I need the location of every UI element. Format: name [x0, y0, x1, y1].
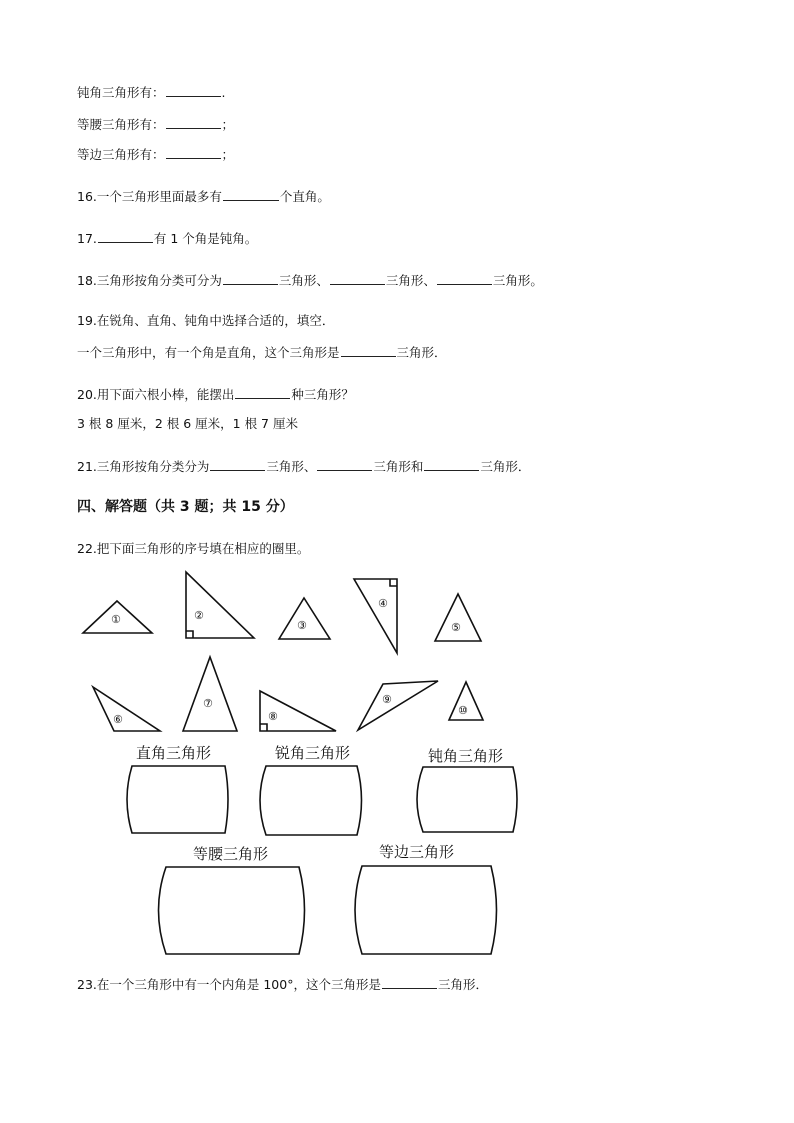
triangle-8 [260, 691, 336, 731]
question-22: 22.把下面三角形的序号填在相应的圈里。 [77, 541, 310, 556]
box-right-triangle[interactable] [127, 744, 228, 833]
triangle-8-label: ⑧ [268, 710, 278, 723]
answer-line-isosceles: 等腰三角形有： ； [77, 117, 235, 132]
triangle-10 [449, 682, 483, 720]
box-isosceles-triangle-label: 等腰三角形 [193, 845, 269, 863]
triangle-9-label: ⑨ [382, 693, 392, 706]
triangle-4-label: ④ [378, 597, 388, 610]
triangle-6 [93, 687, 160, 731]
box-isosceles-triangle[interactable] [159, 845, 305, 954]
question-18: 18.三角形按角分类可分为 三角形、 三角形、 三角形。 [77, 273, 543, 288]
triangle-7-label: ⑦ [203, 697, 213, 710]
triangle-5-label: ⑤ [451, 621, 461, 634]
question-20-sticks: 3 根 8 厘米，2 根 6 厘米，1 根 7 厘米 [77, 416, 298, 431]
box-equilateral-triangle[interactable] [355, 843, 497, 954]
answer-blank[interactable] [424, 458, 479, 471]
question-23: 23.在一个三角形中有一个内角是 100°，这个三角形是 三角形． [77, 977, 488, 992]
triangle-classification-figure [70, 565, 550, 960]
box-acute-triangle-label: 锐角三角形 [275, 744, 351, 762]
box-acute-triangle[interactable] [260, 744, 362, 835]
box-obtuse-triangle[interactable] [417, 747, 517, 832]
box-equilateral-triangle-label: 等边三角形 [379, 843, 455, 861]
triangle-3 [279, 598, 330, 639]
triangle-4 [354, 579, 397, 653]
question-16: 16.一个三角形里面最多有 个直角。 [77, 189, 330, 204]
answer-blank[interactable] [437, 272, 492, 285]
answer-blank[interactable] [341, 344, 396, 357]
answer-blank[interactable] [223, 188, 279, 201]
triangle-7 [183, 657, 237, 731]
answer-blank[interactable] [166, 146, 221, 159]
question-17: 17. 有 1 个角是钝角。 [77, 231, 258, 246]
answer-line-obtuse: 钝角三角形有： . [77, 85, 226, 100]
triangle-1 [83, 601, 152, 633]
triangle-6-label: ⑥ [113, 713, 123, 726]
box-right-triangle-label: 直角三角形 [136, 744, 212, 762]
question-19: 一个三角形中，有一个角是直角，这个三角形是 三角形． [77, 345, 447, 360]
question-19-prompt: 19.在锐角、直角、钝角中选择合适的，填空． [77, 313, 335, 328]
triangle-5 [435, 594, 481, 641]
box-obtuse-triangle-label: 钝角三角形 [428, 747, 504, 765]
triangle-3-label: ③ [297, 619, 307, 632]
answer-blank[interactable] [210, 458, 265, 471]
answer-blank[interactable] [317, 458, 372, 471]
answer-blank[interactable] [330, 272, 385, 285]
answer-blank[interactable] [166, 84, 221, 97]
triangle-10-label: ⑩ [458, 704, 468, 717]
triangle-9 [358, 681, 438, 730]
question-21: 21.三角形按角分类分为 三角形、 三角形和 三角形． [77, 459, 531, 474]
triangle-1-label: ① [111, 613, 121, 626]
answer-blank[interactable] [235, 386, 290, 399]
answer-line-equilateral: 等边三角形有： ； [77, 147, 235, 162]
answer-blank[interactable] [223, 272, 278, 285]
triangle-2-label: ② [194, 609, 204, 622]
section-heading: 四、解答题（共 3 题；共 15 分） [77, 499, 294, 515]
answer-blank[interactable] [166, 116, 221, 129]
answer-blank[interactable] [98, 230, 153, 243]
triangle-2 [186, 572, 254, 638]
question-20: 20.用下面六根小棒，能摆出 种三角形？ [77, 387, 354, 402]
answer-blank[interactable] [382, 976, 437, 989]
